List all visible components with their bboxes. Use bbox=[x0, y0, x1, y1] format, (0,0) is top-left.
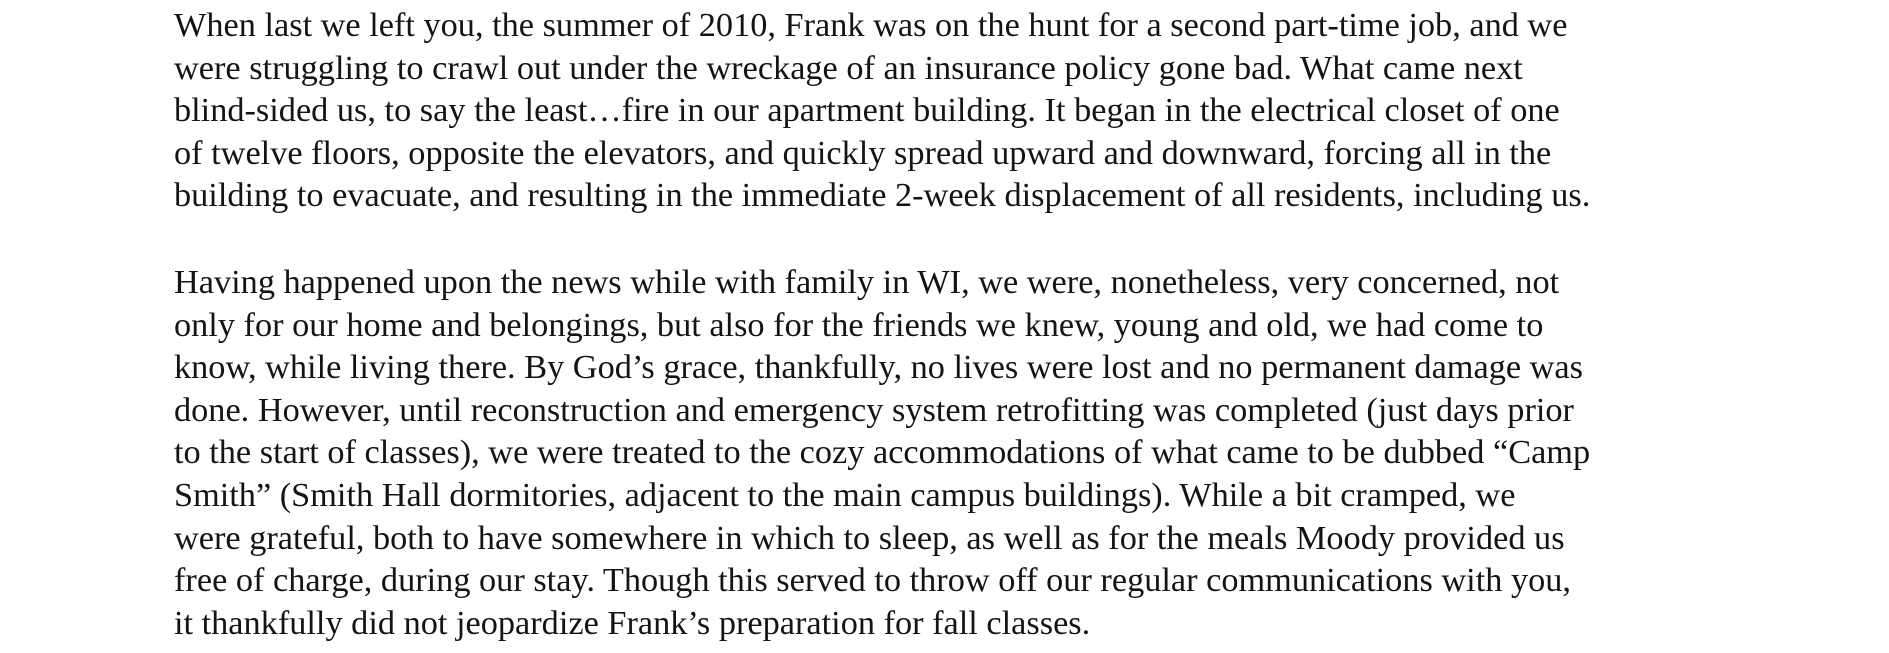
text-line: When last we left you, the summer of 2010, Frank was on the hunt for a second part-time job, and we bbox=[174, 6, 1568, 44]
text-line: Having happened upon the news while with family in WI, we were, nonetheless, very concerned, not bbox=[174, 263, 1560, 301]
text-line: free of charge, during our stay. Though this served to throw off our regular communications with you, bbox=[174, 561, 1571, 600]
text-line: of twelve floors, opposite the elevators, and quickly spread upward and downward, forcing all in the bbox=[174, 133, 1552, 172]
text-line: it thankfully did not jeopardize Frank’s preparation for fall classes. bbox=[174, 603, 1091, 642]
paragraph-1 bbox=[174, 4, 1590, 217]
text-line: only for our home and belongings, but also for the friends we knew, young and old, we had come to bbox=[174, 305, 1544, 344]
text-line: blind-sided us, to say the least…fire in our apartment building. It began in the electrical closet of one bbox=[174, 91, 1560, 130]
text-line: were struggling to crawl out under the wreckage of an insurance policy gone bad. What came next bbox=[174, 48, 1523, 87]
paragraph-2 bbox=[174, 261, 1590, 644]
text-line: Smith” (Smith Hall dormitories, adjacent to the main campus buildings). While a bit cramped, we bbox=[174, 475, 1516, 514]
text-line: were grateful, both to have somewhere in which to sleep, as well as for the meals Moody provided us bbox=[174, 518, 1565, 557]
text-line: done. However, until reconstruction and emergency system retrofitting was completed (just days prior bbox=[174, 390, 1574, 429]
text-line: to the start of classes), we were treated to the cozy accommodations of what came to be dubbed “Camp bbox=[174, 433, 1591, 472]
text-line: building to evacuate, and resulting in the immediate 2-week displacement of all residents, including us. bbox=[174, 176, 1591, 215]
text-line: know, while living there. By God’s grace, thankfully, no lives were lost and no permanent damage was bbox=[174, 348, 1583, 387]
